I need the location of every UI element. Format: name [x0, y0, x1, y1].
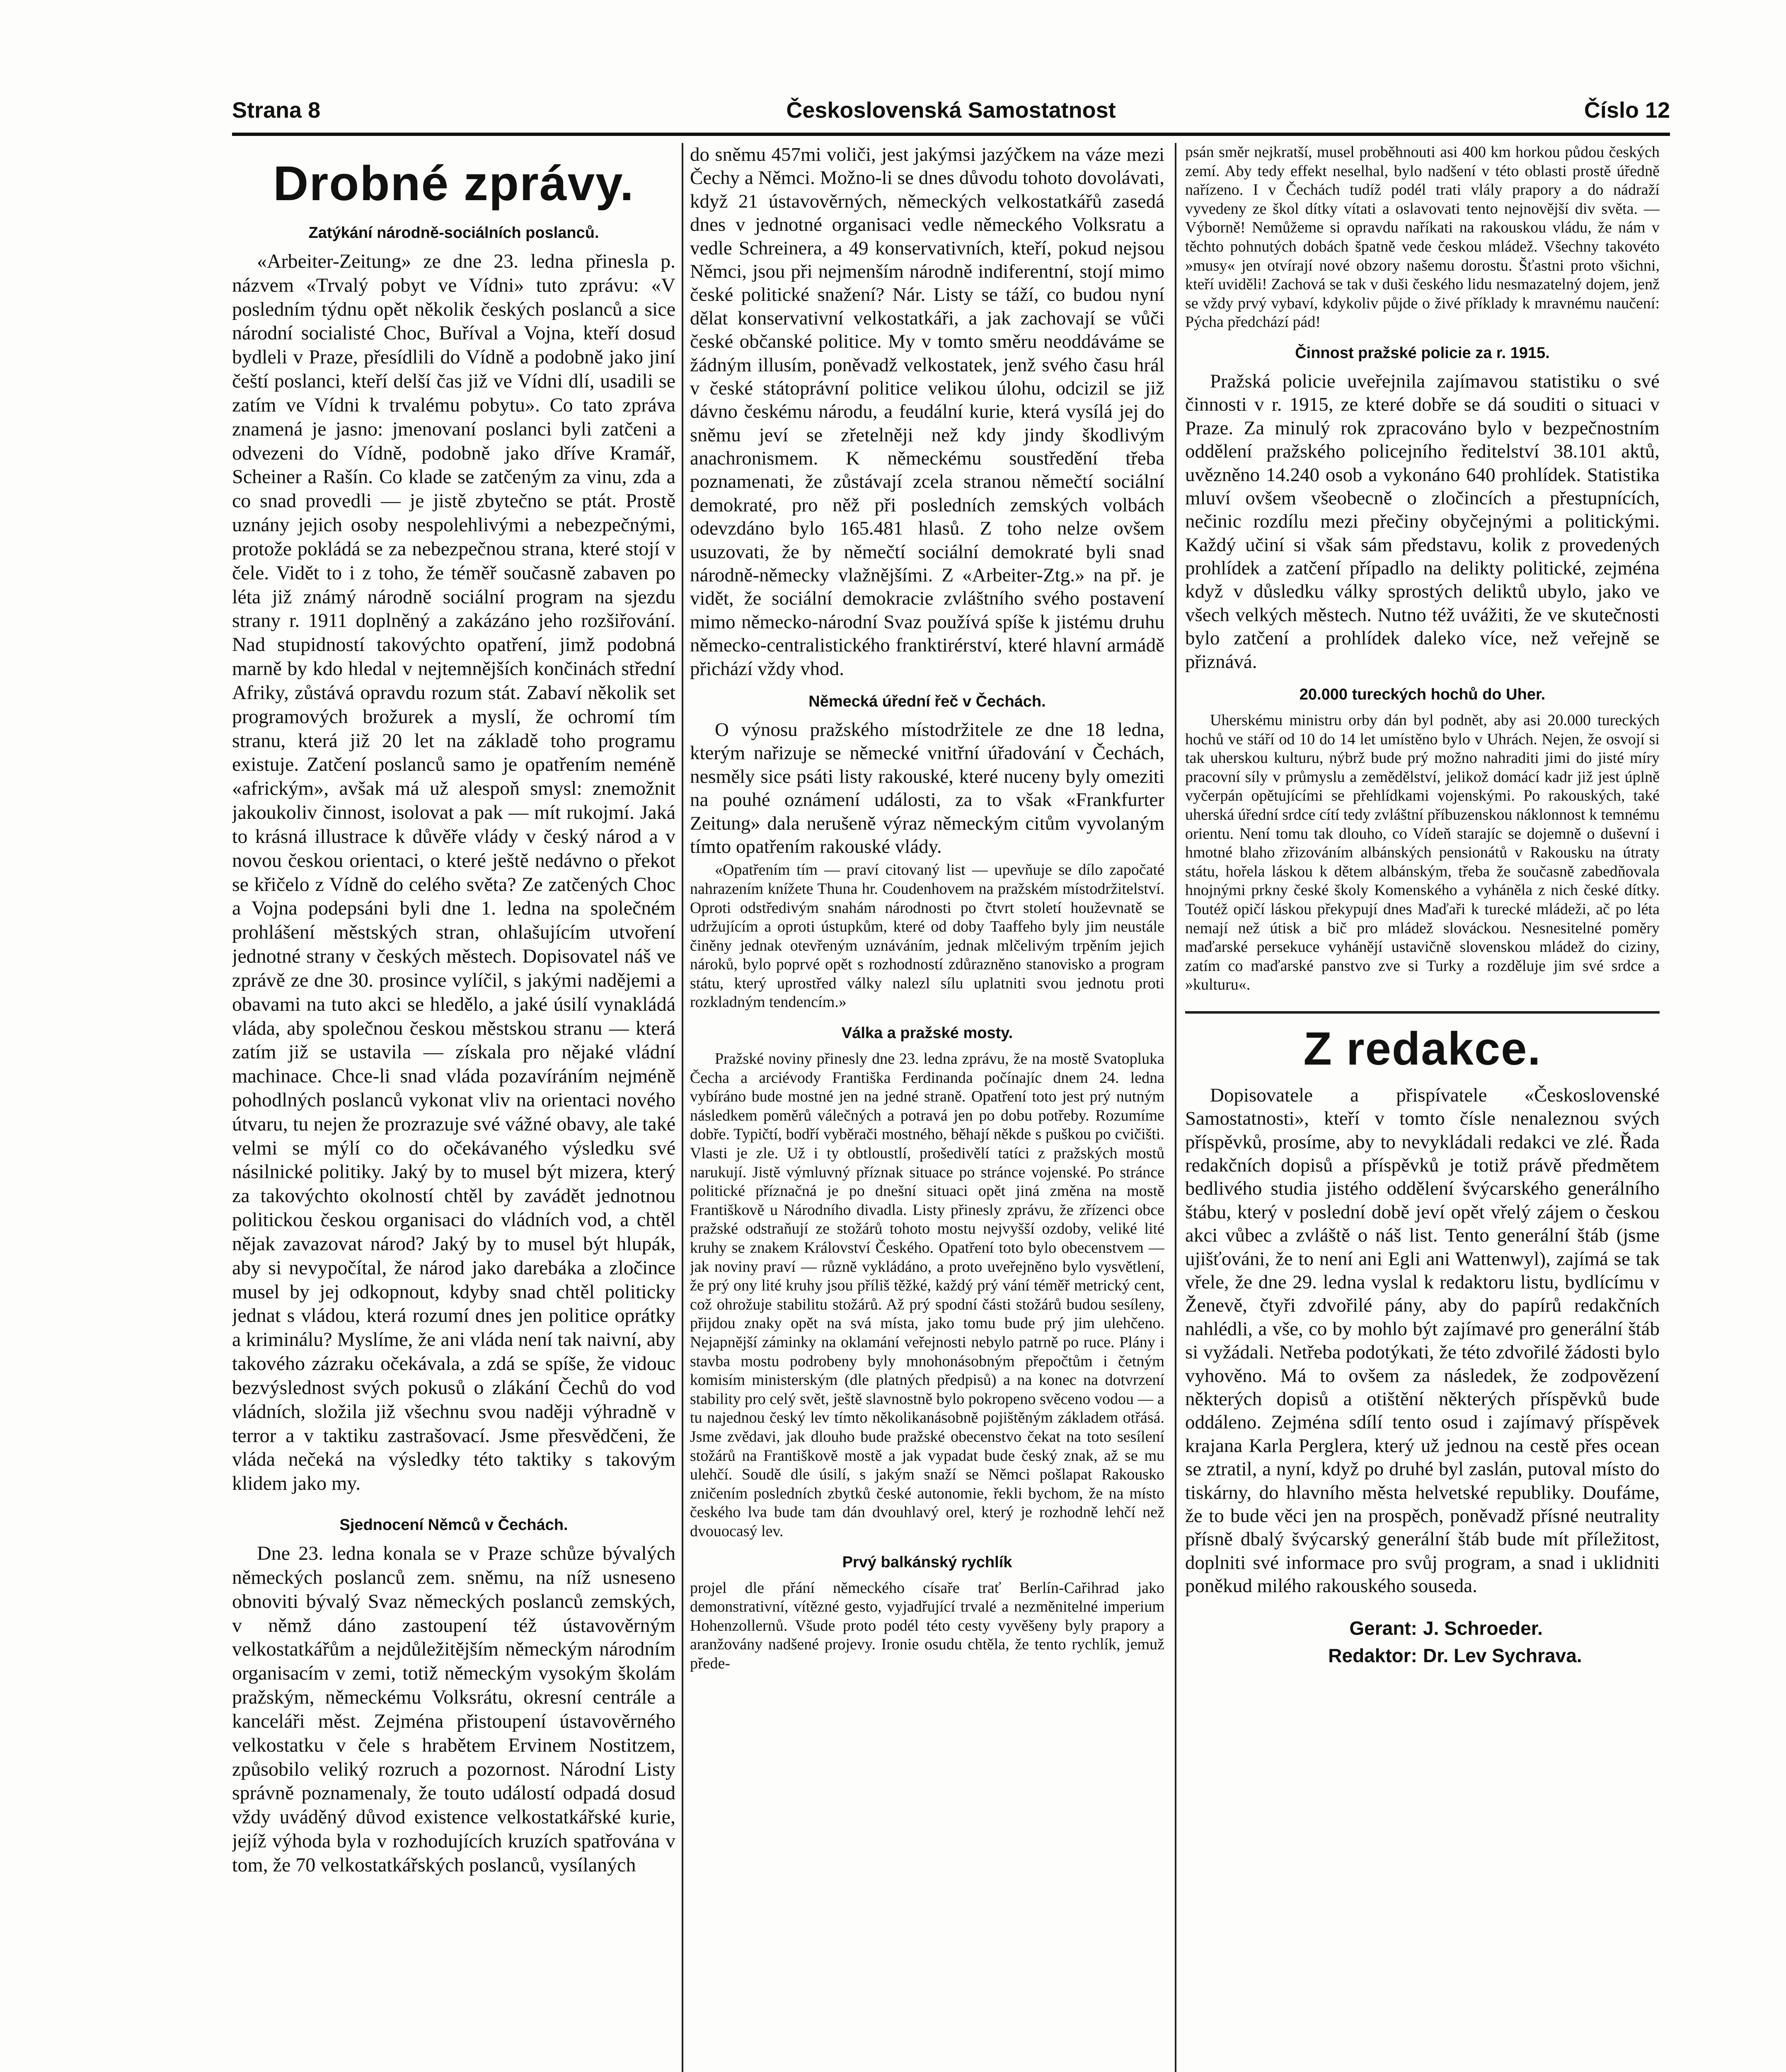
section-title-z-redakce: Z redakce. [1303, 1022, 1542, 1075]
article-paragraph: psán směr nejkratší, musel proběhnouti asi 400 km horkou půdou českých zemí. Aby tedy effekt neselhal, bylo nadšení v této oblasti prostě úředně nařízeno. I v Čechách tudíž podél trati vlály prapory a do nádraží vyvedeny ze škol dítky vítati a oslavovati tento nejnovější div světa. — Výborně! Nemůžeme si opravdu naříkati na rakouskou vládu, že nám v těchto pohnutých dobách špatně vede českou mládež. Všechny takovéto »musy« jen otvírají nové obzory našemu dorostu. Šťastni proto všichni, kteří uviděli! Zachová se tak v duši českého lidu nesmazatelný dojem, jenž se vždy prvý vybaví, kdykoliv půjde o živé příklady k mravnému naučení: Pýcha předchází pád! [1185, 143, 1660, 331]
article-paragraph: Pražské noviny přinesly dne 23. ledna zprávu, že na mostě Svatopluka Čecha a arciévody Františka Ferdinanda počínajíc dnem 24. ledna vybíráno bude mostné jen na jedné straně. Opatření toto jest prý nutným následkem poměrů válečných a potravá jen po dobu potřeby. Rozumíme dobře. Typičtí, bodří vyběrači mostného, běhají někde s puškou po cvičišti. Vlasti je zle. Už i ty obtloustlí, prošedivělí tatíci z pražských mostů narukují. Jistě výmluvný příznak situace po stránce vojenské. Po stránce politické příznačná je po dnešní situaci opět jiná změna na mostě Františkově u Národního divadla. Listy přinesly zprávu, že zřízenci obce pražské odstraňují ze stožárů tohoto mostu nejvyšší ozdoby, veliké lité kruhy se znakem Království Českého. Opatření toto bylo obecenstvem — jak noviny praví — různě vykládáno, a proto uveřejněno bylo vysvětlení, že prý ony lité kruhy jsou příliš těžké, každý prý vání téměř metrický cent, což ohrožuje stabilitu stožárů. Až prý spodní části stožárů budou sesíleny, přijdou znaky opět na svá místa, jako tomu bude prý jim ulehčeno. Nejapnější záminky na oklamání veřejnosti nebylo patrně po ruce. Plány i stavba mostu podrobeny byly mnohonásobným přepočtům i četným komisím ministerským (dle platných předpisů) a na konec na dotvrzení stability pro celý svět, ještě slavnostně bylo pokropeno svěceno vodou — a tu najednou český lev tímto několikanásobně pojištěným základem otřásá. Jsme zvědavi, jak dlouho bude pražské obecenstvo čekat na toto sesílení stožárů na Františkově mostě a jak vypadat bude český znak, až se mu ulehčí. Soudě dle úsilí, s jakým snaží se Němci pošlapat Rakousko zničením posledních zbytků české autonomie, řekli bychom, že na místo českého lva bude tam dán dvouhlavý orel, který je rozhodně lehčí než dvouocasý lev. [690, 1050, 1164, 1540]
article-heading: Válka a pražské mosty. [841, 1024, 1013, 1042]
article-paragraph: Uherskému ministru orby dán byl podnět, aby asi 20.000 tureckých hochů ve stáří od 10 do 14 let umístěno bylo v Uhrách. Nejen, že osvojí si tak uherskou kulturu, nýbrž bude prý možno nahraditi jimi do jisté míry pracovní síly v průmyslu a zemědělství, jelikož domácí kadr již jest úplně vyčerpán opětujícími se přehlídkami vojenskými. Po rakouských, také uherská úřední srdce cítí tedy zvláštní příbuzenskou náklonnost k temnému orientu. Není tomu tak dlouho, co Vídeň starajíc se dojemně o duševní i hmotné blaho zřizováním albánských pensionátů v Rakousku na útraty státu, hořela láskou k dětem albánským, třeba že současně zabedňovala hnojnými prkny české školy Komenského a vyháněla z nich české dítky. Toutéž opičí láskou překypují dnes Maďaři k turecké mládeži, ač po léta nemají než útisk a bič pro mládež slováckou. Nesnesitelné poměry maďarské persekuce vyhánějí ustavičně slovenskou mládež do ciziny, zatím co maďarské panstvo zve si Turky a rozděluje jim své srdce a »kulturu«. [1185, 712, 1660, 994]
gerant-label: Gerant: [1349, 1617, 1417, 1639]
header-rule [232, 133, 1670, 136]
article-paragraph: Pražská policie uveřejnila zajímavou statistiku o své činnosti v r. 1915, ze které dobře se dá souditi o situaci v Praze. Za minulý rok zpracováno bylo v bezpečnostním oddělení pražského policejního ředitelství 38.101 aktů, uvězněno 14.240 osob a vykonáno 640 prohlídek. Statistika mluví ovšem všeobecně o zločincích a přestupnících, nečinic rozdílu mezi přečiny obyčejnými a politickými. Každý učiní si však sám představu, kolik z provedených prohlídek a zatčení případlo na delikty politické, zejména když v důsledku války sprostých deliktů ubylo, jako ve všech velkých městech. Nutno též uvážiti, že ve skutečnosti bylo zatčení a prohlídek daleko více, než veřejně se přiznává. [1185, 370, 1660, 673]
redaktor-name: Dr. Lev Sychrava. [1423, 1645, 1582, 1667]
column-2 [690, 143, 1164, 2072]
gerant-name: J. Schroeder. [1423, 1617, 1543, 1639]
article-paragraph: Dopisovatele a přispívatele «Československé Samostatnosti», kteří v tomto čísle nenaleznou svých příspěvků, prosíme, aby to nevykládali redakci ve zlé. Řada redakčních dopisů a příspěvků je totiž právě předmětem bedlivého studia jistého oddělení švýcarského generálního štábu, který v poslední době jeví opět vřelý zájem o českou akci vůbec a zvláště o náš list. Tento generální štáb (jsme ujišťováni, že to není ani Egli ani Wattenwyl), zajímá se tak vřele, že dne 29. ledna vyslal k redaktoru listu, bydlícímu v Ženevě, čtyři zdvořilé pány, aby do papírů redakčních nahlédli, a vše, co by mohlo být zajímavé pro generální štáb si vyžádali. Netřeba podotýkati, že této zdvořilé žádosti bylo vyhověno. Má to ovšem za následek, že zodpovězení některých dopisů a otištění některých příspěvků bude oddáleno. Zejména sdílí tento osud i zajímavý příspěvek krajana Karla Perglera, který už jednou na cestě přes ocean se ztratil, a nyní, když po druhé byl zaslán, putoval místo do tiskárny, do hlavního města helvetské republiky. Doufáme, že to bude věci jen na prospěch, poněvadž přísné neutrality přísně dbalý švýcarský generální štáb bude mít příležitost, doplniti své informace pro svůj program, a snad i uklidniti poněkud milého rakouského souseda. [1185, 1084, 1660, 1597]
article-heading: 20.000 tureckých hochů do Uher. [1299, 686, 1546, 704]
article-paragraph: O výnosu pražského místodržitele ze dne 18 ledna, kterým nařizuje se německé vnitřní úřadování v Čechách, nesměly sice psáti listy rakouské, které nuceny byly omeziti na pouhé oznámení události, za to však «Frankfurter Zeitung» dala nerušeně výraz německým citům vyvolaným tímto opatřením rakouské vlády. [690, 719, 1164, 857]
article-quote: «Opatřením tím — praví citovaný list — upevňuje se dílo započaté nahrazením knížete Thuna hr. Coudenhovem na pražském místodržitelství. Oproti odstředivým snahám národnosti po čtvrt století houževnatě se udržujícím a oproti ústupkům, které od doby Taaffeho byly jim neustále činěny jednak otevřeným uznáváním, jednak mlčelivým trpěním jejich nároků, bylo poprvé opět s rozhodností zdůrazněno stanovisko a program státu, který uprostřed války nalezl sílu uplatniti svou jednotu proti rozkladným tendencím.» [690, 861, 1164, 1011]
redaktor-label: Redaktor: [1328, 1645, 1417, 1667]
article-heading: Německá úřední řeč v Čechách. [808, 692, 1046, 710]
article-heading: Prvý balkánský rychlík [842, 1553, 1012, 1571]
column-3 [1185, 143, 1660, 2072]
article-heading: Sjednocení Němců v Čechách. [339, 1516, 568, 1534]
issue-number: Číslo 12 [1584, 98, 1670, 123]
article-paragraph: «Arbeiter-Zeitung» ze dne 23. ledna přinesla p. názvem «Trvalý pobyt ve Vídni» tuto zprávu: «V posledním týdnu opět několik českých poslanců a sice národní socialisté Choc, Buříval a Vojna, kteří dosud bydleli v Praze, přesídlili do Vídně a podobně jako jiní čeští poslanci, kteří delší čas již ve Vídni dlí, usadili se zatím ve Vídni k trvalému pobytu». Co tato zpráva znamená je jasno: jmenovaní poslanci byli zatčeni a odvezeni do Vídně, podobně jako dříve Kramář, Scheiner a Rašín. Co klade se zatčeným za vinu, zda a co snad provedli — je jistě zbytečno se ptát. Prostě uznány jejich osoby nespolehlivými a nebezpečnými, protože pokládá se za nebezpečnou strana, které stojí v čele. Vidět to i z toho, že téměř současně zabaven po léta již známý národně sociální program na sjezdu strany r. 1911 doplněný a zakázáno jeho rozšiřování. Nad stupidností takovýchto opatření, jimž podobná marně by kdo hledal v nejtemnějších končinách střední Afriky, zůstává opravdu rozum stát. Zabaví několik set programových brožurek a myslí, že ochromí tím stranu, která již 20 let na základě toho programu existuje. Zatčení poslanců samo je opatřením neméně «africkým», avšak má už alespoň smysl: znemožnit jakoukoliv činnost, isolovat a pak — mít rukojmí. Jaká to krásná illustrace k důvěře vlády v český národ a v novou českou orientaci, o které ještě nedávno o překot se křičelo z Vídně do celého světa? Ze zatčených Choc a Vojna podepsáni byli dne 1. ledna na společném prohlášení městských stran, ohlašujícím utvoření jednotné strany v českých městech. Dopisovatel náš ve zprávě ze dne 30. prosince vylíčil, s jakými nadějemi a obavami na tuto akci se hledělo, a jaké úsilí vynakládá vláda, aby společnou českou městskou stranu — která zatím již se ustavila — získala pro nějaké vládní machinace. Chce-li snad vláda pozavíráním nejméně pohodlných poslanců vykonat vliv na orientaci nového útvaru, tu nejen že prozrazuje své vážné obavy, ale také velmi se mýlí co do očekávaného výsledku své násilnické politiky. Jaký by to musel být mizera, který za takovýchto okolností chtěl by zavádět jednotnou politickou českou organisaci do vládních vod, a chtěl nějak zavazovat národ? Jaký by to musel být hlupák, aby si nevypočítal, že národ jako darebáka a zločince musel by jej odkopnout, kdyby snad chtěl politicky jednat s vládou, která rozumí dnes jen politice oprátky a kriminálu? Myslíme, že ani vláda není tak naivní, aby takového zázraku očekávala, a zdá se spíše, že vidouc bezvýslednost svých pokusů o zlákání Čechů do vod vládních, složila již všechnu svou naději výhradně v terror a v taktiku zastrašovací. Jsme přesvědčeni, že vláda nečeká na výsledky této taktiky s takovým klidem jako my. [232, 250, 675, 1495]
article-paragraph: do sněmu 457mi voliči, jest jakýmsi jazýčkem na váze mezi Čechy a Němci. Možno-li se dnes důvodu tohoto dovolávati, když 21 ústavověrných, německých velkostatkářů zasedá dnes v jednotné organisaci vedle německého Volksratu a vedle Schreinera, a 49 konservativních, kteří, pokud nejsou Němci, jsou při nejmenším národně indiferentní, stojí mimo české politické snažení? Nár. Listy se táží, co budou nyní dělat konservativní velkostatkáři, a jak zachovají se vůči české občanské politice. My v tomto směru neoddáváme se žádným illusím, poněvadž velkostatek, jenž svého času hrál v české státoprávní politice velikou úlohu, odcizil se již dávno českému národu, a feudální kurie, která vysílá jej do sněmu jeví se zřetelněji než kdy jindy škodlivým anachronismem. K německému soustředění třeba poznamenati, že zůstávají zcela stranou němečtí sociální demokraté, pro něž při posledních zemských volbách odevzdáno bylo 165.481 hlasů. Z toho nelze ovšem usuzovati, že by němečtí sociální demokraté byli snad národně-německy vlažnějšími. Z «Arbeiter-Ztg.» na př. je vidět, že sociální demokracie zvláštního svého postavení mimo německo-národní Svaz používá spíše k jistému druhu německo-centralistického franktirérství, které hlavní armádě přichází vždy vhod. [690, 144, 1164, 680]
credits [1185, 1615, 1660, 1670]
section-separator [1185, 1011, 1660, 1014]
article-heading: Činnost pražské policie za r. 1915. [1295, 344, 1550, 362]
article-heading: Zatýkání národně-sociálních poslanců. [308, 224, 599, 242]
section-title-drobne-zpravy: Drobné zprávy. [273, 156, 634, 211]
page-header [232, 97, 1670, 135]
column-1 [232, 143, 675, 2072]
article-paragraph: projel dle přání německého císaře trať Berlín-Cařihrad jako demonstrativní, vítězné gesto, vyjadřující trvalé a nezměnitelné imperium Hohenzollernů. Všude proto podél této cesty vyvěšeny byly prapory a aranžovány nadšené projevy. Ironie osudu chtěla, že tento rychlík, jemuž přede- [690, 1579, 1164, 1672]
column-divider [1175, 143, 1176, 2072]
article-paragraph: Dne 23. ledna konala se v Praze schůze bývalých německých poslanců zem. sněmu, na níž usneseno obnoviti bývalý Svaz německých poslanců zemských, v němž dáno zastoupení též ústavověrným velkostatkářům a nejdůležitějším německým národním organisacím v zemi, totiž německým vysokým školám pražským, německému Volksrátu, okresní centrále a kanceláři měst. Zejména přistoupení ústavověrného velkostatku v čele s hrabětem Ervinem Nostitzem, způsobilo veliký rozruch a pozornost. Národní Listy správně poznamenaly, že touto událostí odpadá dosud vždy uváděný důvod existence velkostatkářské kurie, jejíž výhoda byla v rozhodujících kruzích spatřována v tom, že 70 velkostatkářských poslanců, vysílaných [232, 1542, 675, 1876]
column-divider [682, 143, 683, 2072]
newspaper-title: Československá Samostatnost [786, 98, 1116, 123]
page-number: Strana 8 [232, 98, 321, 123]
